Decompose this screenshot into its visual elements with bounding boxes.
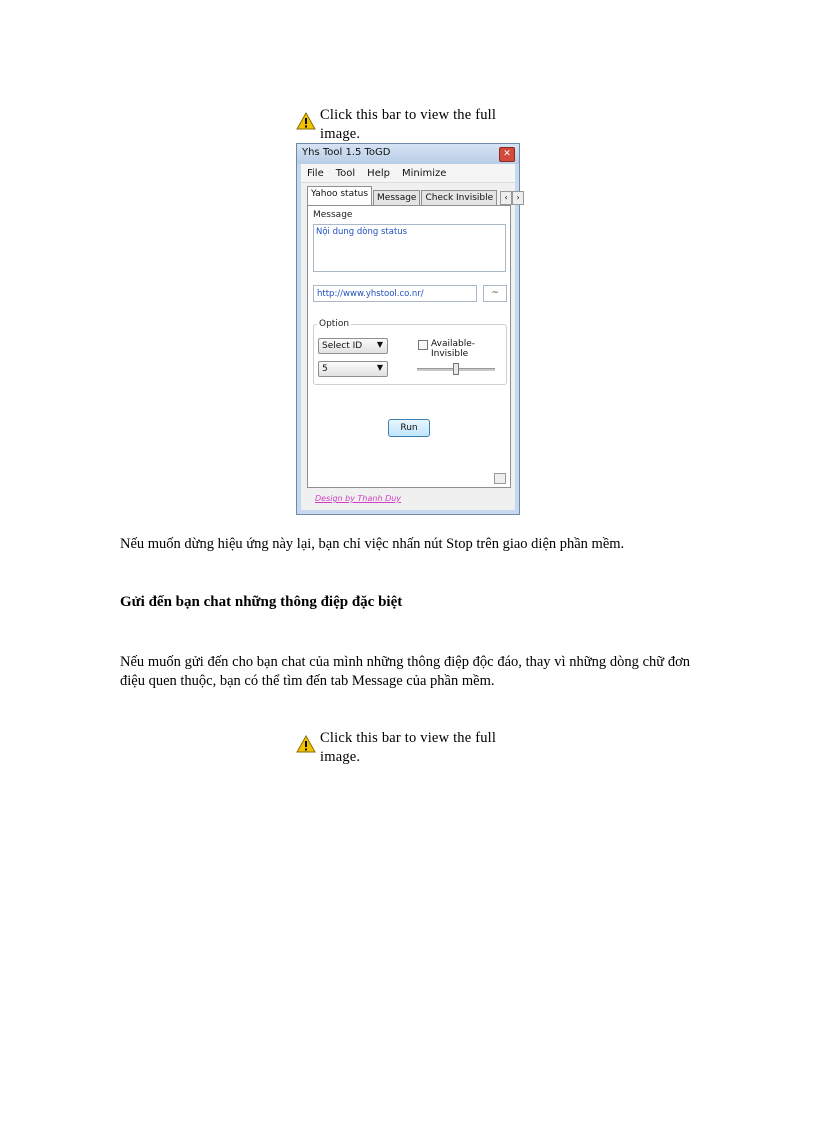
warning-icon [296,112,316,130]
select-id-dropdown[interactable] [318,338,388,354]
menu-tool[interactable]: Tool [335,167,356,179]
url-input[interactable]: http://www.yhstool.co.nr/ [313,285,477,302]
chevron-down-icon: ▼ [376,340,383,349]
slider-thumb[interactable] [453,363,459,375]
option-label: Option [319,319,350,329]
checkbox-label: Available-Invisible [431,339,475,359]
run-button[interactable]: Run [388,419,430,437]
window-client [301,164,520,510]
tab-check-invisible[interactable]: Check Invisible [421,190,497,205]
chevron-left-icon[interactable]: ‹ [500,191,512,205]
number-dropdown[interactable] [318,361,388,377]
warning-icon [296,735,316,753]
resize-grip-icon[interactable] [494,473,506,484]
message-label: Message [313,210,353,220]
title-bar [297,144,519,164]
image-notice-bar[interactable] [296,729,511,767]
tab-strip [307,187,520,205]
image-notice-bar[interactable] [296,106,511,144]
message-input[interactable]: Nội dung dòng status [313,224,506,272]
window-title: Yhs Tool 1.5 ToGD [302,147,391,158]
notice-text: Click this bar to view the full image. [320,107,497,142]
paragraph-2: Nếu muốn gửi đến cho bạn chat của mình những thông điệp độc đáo, thay vì những dòng chữ đơn điệu quen thuộc, bạn có thể tìm đến tab Message của phần mềm. [120,654,690,689]
tilde-button[interactable]: ~ [483,285,507,302]
menu-file[interactable]: File [307,167,324,179]
number-value: 5 [322,364,328,374]
section-heading: Gửi đến bạn chat những thông điệp đặc biệt [120,594,403,610]
tab-panel [307,205,511,488]
tab-yahoo-status[interactable]: Yahoo status [307,186,372,205]
design-credit-link[interactable]: Design by Thanh Duy [315,494,402,503]
paragraph-1: Nếu muốn dừng hiệu ứng này lại, bạn chỉ việc nhấn nút Stop trên giao diện phần mềm. [120,536,625,552]
app-window [296,143,520,515]
available-invisible-checkbox[interactable] [418,340,428,350]
tab-message[interactable]: Message [373,190,420,205]
tab-scroll [500,191,524,205]
menu-help[interactable]: Help [367,167,390,179]
chevron-right-icon[interactable]: › [512,191,524,205]
menu-bar [301,164,515,183]
menu-minimize[interactable]: Minimize [401,167,447,179]
chevron-down-icon: ▼ [376,363,383,372]
notice-text: Click this bar to view the full image. [320,730,497,765]
close-icon[interactable]: ✕ [499,147,515,162]
select-id-value: Select ID [322,341,363,351]
